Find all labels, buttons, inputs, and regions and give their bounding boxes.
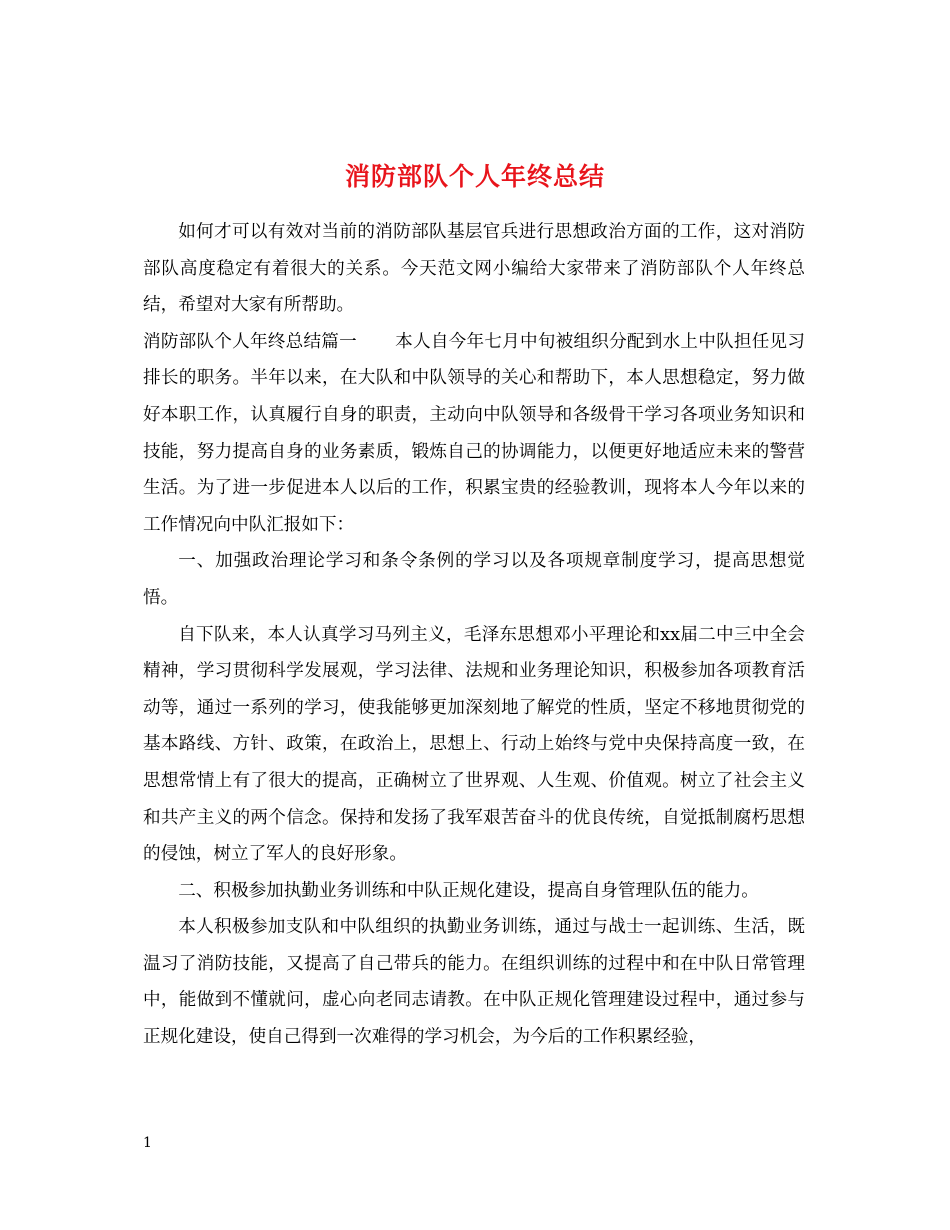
paragraph-two: 本人积极参加支队和中队组织的执勤业务训练，通过与战士一起训练、生活，既温习了消防技能，又提高了自己带兵的能力。在组织训练的过程中和在中队日常管理中，能做到不懂就问，虚心向老同志请教。在中队正规化管理建设过程中，通过参与正规化建设，使自己得到一次难得的学习机会，为今后的工作积累经验， — [143, 917, 805, 1048]
paragraph-one: 自下队来，本人认真学习马列主义，毛泽东思想邓小平理论和xx届二中三中全会精神，学习贯彻科学发展观，学习法律、法规和业务理论知识，积极参加各项教育活动等，通过一系列的学习，使我能够更加深刻地了解党的性质，坚定不移地贯彻党的基本路线、方针、政策，在政治上，思想上、行动上始终与党中央保持高度一致，在思想常情上有了很大的提高，正确树立了世界观、人生观、价值观。树立了社会主义和共产主义的两个信念。保持和发扬了我军艰苦奋斗的优良传统，自觉抵制腐朽思想的侵蚀，树立了军人的良好形象。 — [143, 624, 805, 865]
heading-two: 二、积极参加执勤业务训练和中队正规化建设，提高自身管理队伍的能力。 — [178, 880, 759, 901]
document-body — [143, 214, 805, 1056]
intro-paragraph: 如何才可以有效对当前的消防部队基层官兵进行思想政治方面的工作，这对消防部队高度稳定有着很大的关系。今天范文网小编给大家带来了消防部队个人年终总结，希望对大家有所帮助。 — [143, 222, 805, 316]
document-title: 消防部队个人年终总结 — [344, 161, 605, 191]
section-paragraph — [143, 324, 805, 544]
heading-one: 一、加强政治理论学习和条令条例的学习以及各项规章制度学习，提高思想觉悟。 — [143, 551, 805, 608]
page-number: 1 — [143, 1135, 152, 1151]
section-label: 消防部队个人年终总结篇一 — [143, 331, 357, 352]
section-text: 本人自今年七月中旬被组织分配到水上中队担任见习排长的职务。半年以来，在大队和中队领导的关心和帮助下，本人思想稳定，努力做好本职工作，认真履行自身的职责，主动向中队领导和各级骨干学习各项业务知识和技能，努力提高自身的业务素质，锻炼自己的协调能力，以便更好地适应未来的警营生活。为了进一步促进本人以后的工作，积累宝贵的经验教训，现将本人今年以来的工作情况向中队汇报如下： — [143, 331, 805, 535]
